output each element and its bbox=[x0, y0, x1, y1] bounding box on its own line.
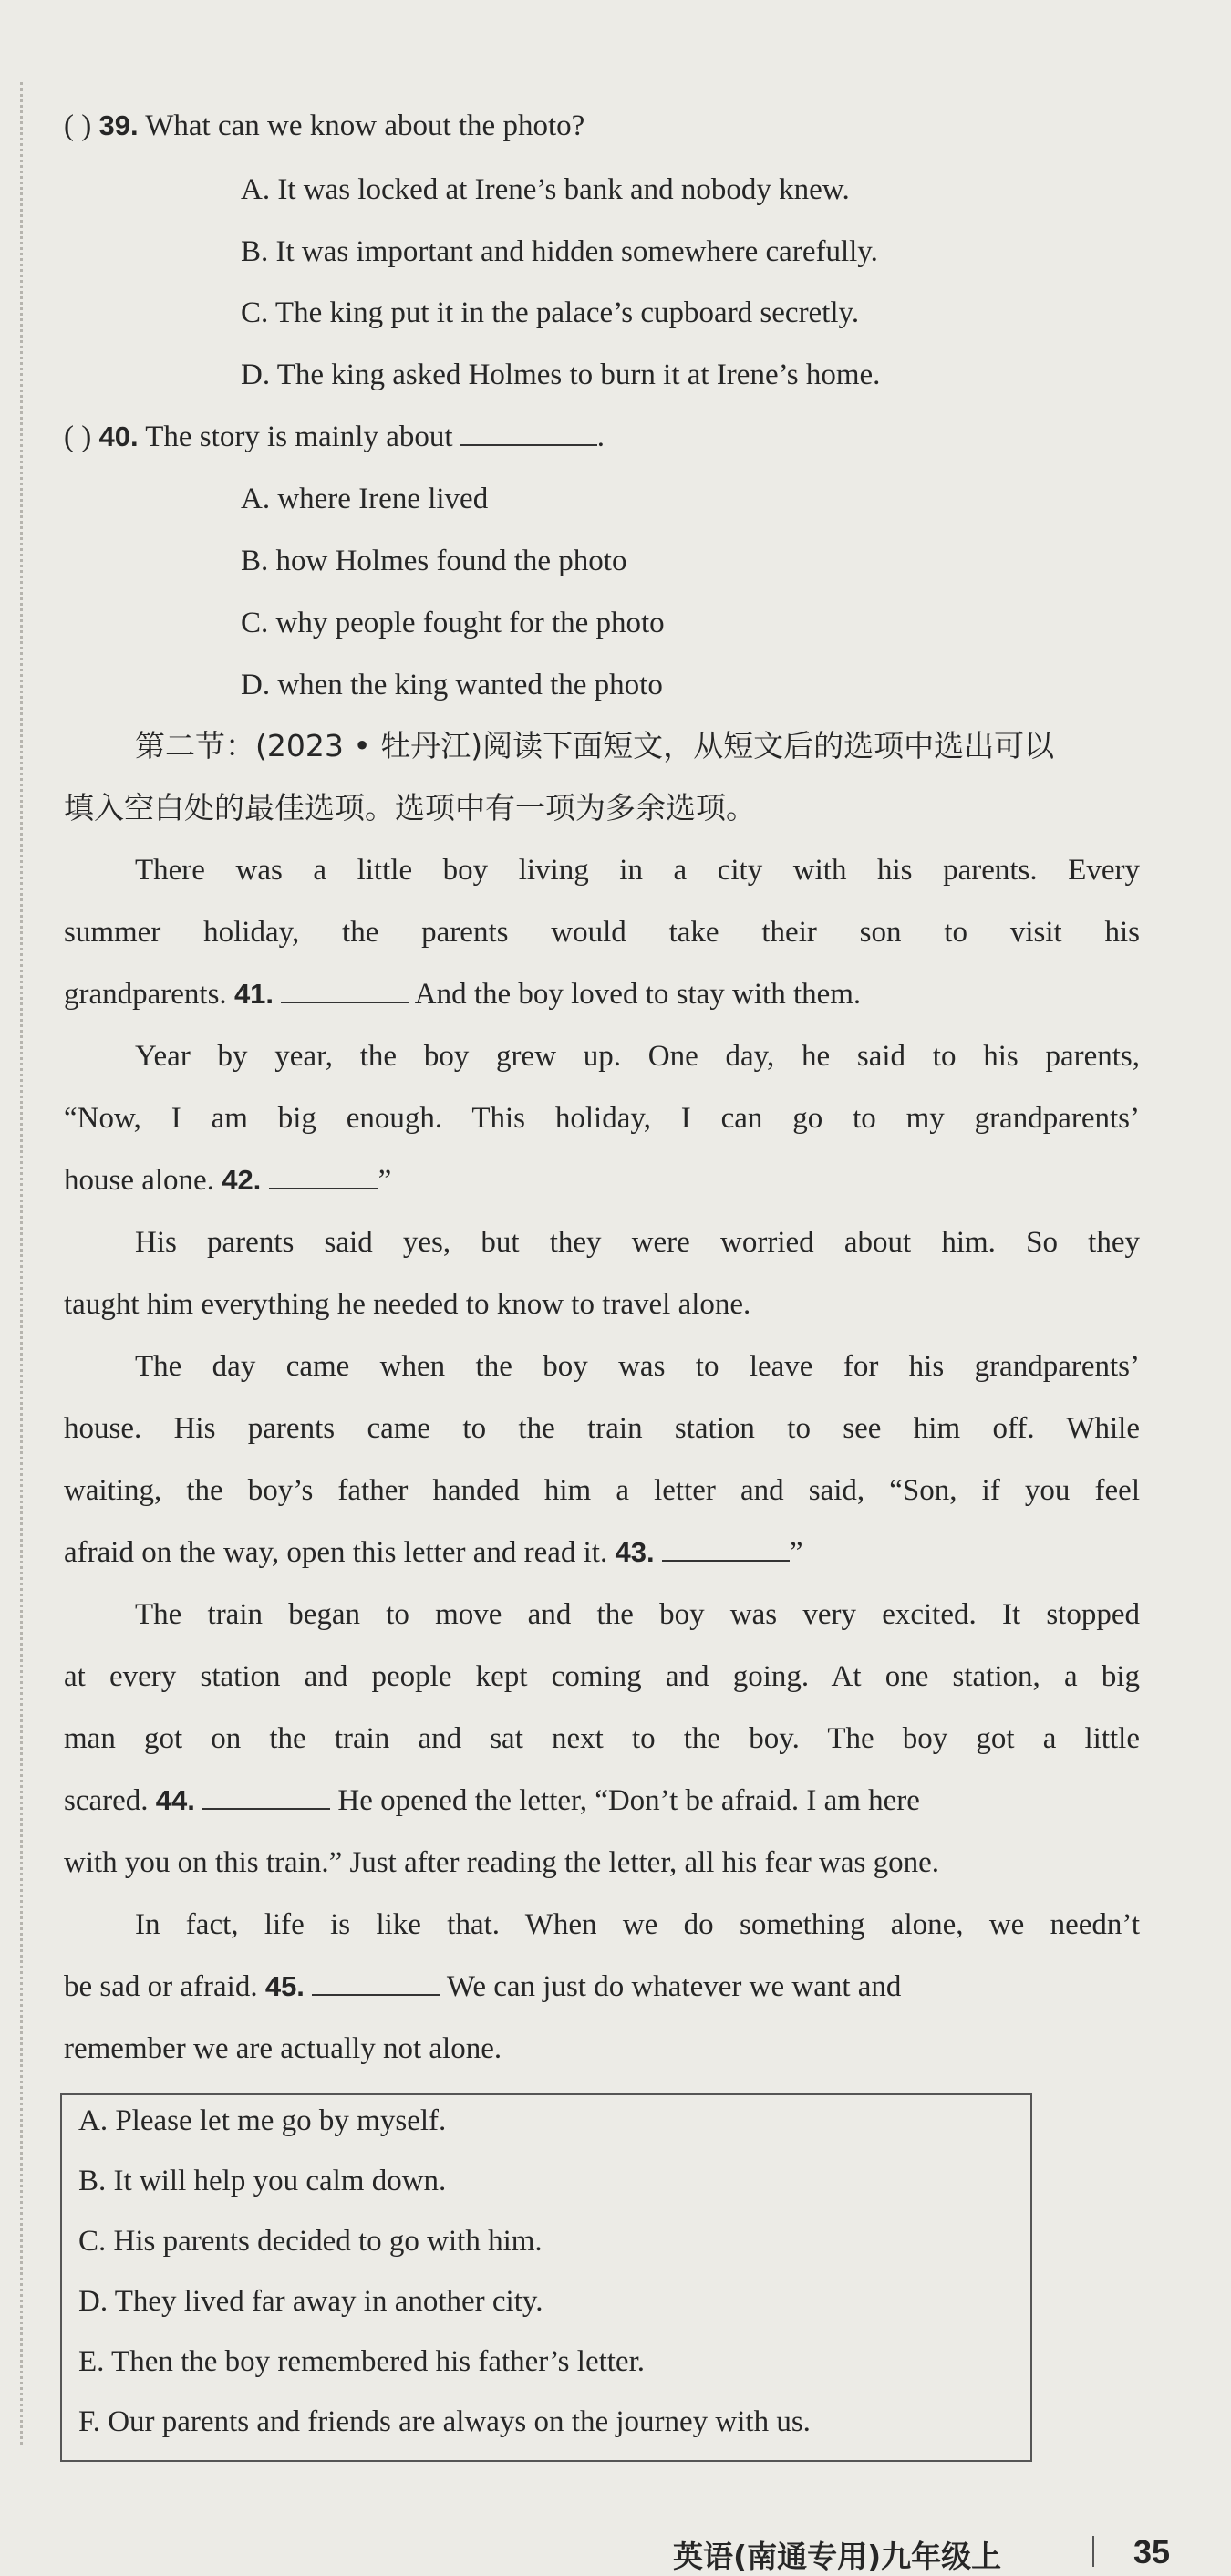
blank-number-42: 42. bbox=[222, 1164, 262, 1196]
options-box bbox=[60, 2093, 1032, 2462]
q40-option-a: A. where Irene lived bbox=[241, 483, 489, 515]
section-2-instruction-line2: 填入空白处的最佳选项。选项中有一项为多余选项。 bbox=[64, 790, 756, 826]
passage-p6-line3: remember we are actually not alone. bbox=[64, 2032, 502, 2065]
passage-p5-line2: at every station and people kept coming and going. At one station, a big bbox=[64, 1660, 1140, 1693]
answer-blank-41[interactable] bbox=[281, 994, 409, 1003]
question-number: 39. bbox=[98, 109, 139, 141]
q40-option-c: C. why people fought for the photo bbox=[241, 607, 665, 639]
footer-book-title: 英语(南通专用)九年级上 bbox=[673, 2539, 1002, 2574]
passage-p5-line4: scared. 44. He opened the letter, “Don’t be afraid. I am here bbox=[64, 1784, 920, 1817]
passage-p1-line3: grandparents. 41. And the boy loved to stay with them. bbox=[64, 978, 862, 1011]
answer-blank-43[interactable] bbox=[662, 1553, 790, 1562]
answer-paren[interactable]: ( ) bbox=[64, 109, 92, 142]
page-number: 35 bbox=[1133, 2533, 1171, 2571]
q40-option-b: B. how Holmes found the photo bbox=[241, 545, 627, 577]
question-39-stem bbox=[64, 108, 584, 144]
choice-a: A. Please let me go by myself. bbox=[78, 2104, 447, 2137]
passage-p4-line2: house. His parents came to the train station to see him off. While bbox=[64, 1412, 1140, 1445]
q39-option-c: C. The king put it in the palace’s cupboard secretly. bbox=[241, 296, 860, 329]
stem-period: . bbox=[596, 421, 605, 453]
answer-blank[interactable] bbox=[460, 437, 597, 446]
question-text: What can we know about the photo? bbox=[145, 109, 585, 142]
passage-p1-line1: There was a little boy living in a city with his parents. Every bbox=[135, 854, 1140, 887]
passage-p4-line1: The day came when the boy was to leave for his grandparents’ bbox=[135, 1350, 1140, 1383]
passage-p6-line1: In fact, life is like that. When we do something alone, we needn’t bbox=[135, 1908, 1140, 1941]
passage-p5-line1: The train began to move and the boy was very excited. It stopped bbox=[135, 1598, 1140, 1631]
passage-p2-line2: “Now, I am big enough. This holiday, I can go to my grandparents’ bbox=[64, 1102, 1140, 1135]
choice-c: C. His parents decided to go with him. bbox=[78, 2225, 543, 2258]
passage-p4-line4: afraid on the way, open this letter and read it. 43. ” bbox=[64, 1536, 803, 1569]
passage-p3-line1: His parents said yes, but they were worried about him. So they bbox=[135, 1226, 1140, 1259]
choice-f: F. Our parents and friends are always on the journey with us. bbox=[78, 2405, 811, 2438]
passage-p1-line2: summer holiday, the parents would take their son to visit his bbox=[64, 916, 1140, 949]
passage-p3-line2: taught him everything he needed to know to travel alone. bbox=[64, 1288, 751, 1321]
blank-number-43: 43. bbox=[615, 1536, 655, 1568]
question-text: The story is mainly about bbox=[145, 421, 453, 453]
passage-p2-line1: Year by year, the boy grew up. One day, he said to his parents, bbox=[135, 1040, 1140, 1073]
choice-b: B. It will help you calm down. bbox=[78, 2165, 447, 2197]
answer-paren[interactable]: ( ) bbox=[64, 421, 92, 453]
question-number: 40. bbox=[98, 421, 139, 452]
choice-d: D. They lived far away in another city. bbox=[78, 2285, 543, 2318]
q39-option-b: B. It was important and hidden somewhere carefully. bbox=[241, 235, 878, 268]
margin-dotted-line bbox=[20, 82, 23, 2445]
passage-p6-line2: be sad or afraid. 45. We can just do whatever we want and bbox=[64, 1970, 902, 2003]
answer-blank-42[interactable] bbox=[269, 1180, 378, 1189]
passage-p5-line3: man got on the train and sat next to the boy. The boy got a little bbox=[64, 1722, 1140, 1755]
blank-number-45: 45. bbox=[264, 1970, 305, 2002]
section-2-instruction-line1: 第二节：(2023 • 牡丹江)阅读下面短文，从短文后的选项中选出可以 bbox=[135, 728, 1055, 763]
blank-number-44: 44. bbox=[155, 1784, 195, 1816]
choice-e: E. Then the boy remembered his father’s letter. bbox=[78, 2345, 645, 2378]
blank-number-41: 41. bbox=[233, 978, 274, 1010]
passage-p4-line3: waiting, the boy’s father handed him a letter and said, “Son, if you feel bbox=[64, 1474, 1140, 1507]
q39-option-a: A. It was locked at Irene’s bank and nobody knew. bbox=[241, 173, 850, 206]
q39-option-d: D. The king asked Holmes to burn it at Irene’s home. bbox=[241, 358, 881, 391]
answer-blank-44[interactable] bbox=[202, 1801, 330, 1810]
passage-p5-line5: with you on this train.” Just after reading the letter, all his fear was gone. bbox=[64, 1846, 939, 1879]
question-40-stem bbox=[64, 419, 605, 455]
passage-p2-line3: house alone. 42. ” bbox=[64, 1164, 392, 1197]
q40-option-d: D. when the king wanted the photo bbox=[241, 669, 663, 701]
footer-divider bbox=[1092, 2536, 1094, 2567]
answer-blank-45[interactable] bbox=[312, 1987, 440, 1996]
